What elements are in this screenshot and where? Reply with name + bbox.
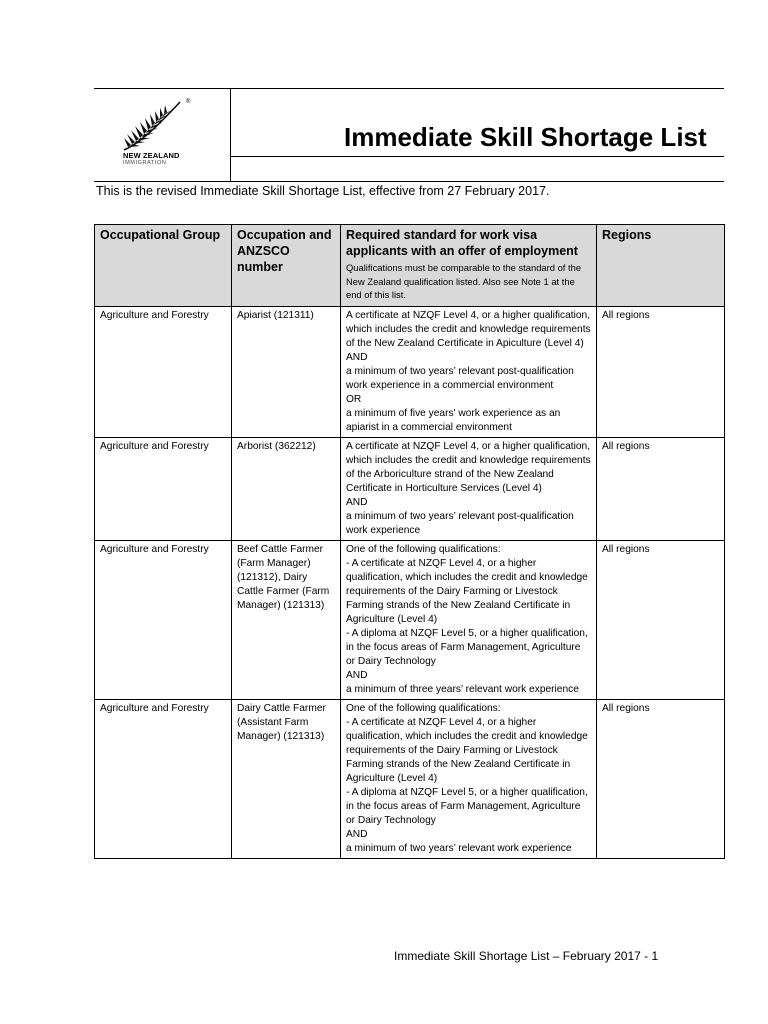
- standard-line: - A diploma at NZQF Level 5, or a higher qualification, in the focus areas of Farm Management, Agriculture or Dairy Technology: [346, 786, 588, 826]
- cell-standard: [341, 540, 597, 699]
- cell-group: Agriculture and Forestry: [95, 306, 232, 437]
- table-header-row: [95, 225, 725, 307]
- cell-regions: All regions: [597, 437, 725, 540]
- header-required-standard: [341, 225, 597, 307]
- standard-line: One of the following qualifications:: [346, 702, 501, 714]
- table-row: [95, 306, 725, 437]
- standard-line: - A certificate at NZQF Level 4, or a higher qualification, which includes the credit and knowledge requirements of the Dairy Farming or Livestock Farming strands of the New Zealand Certificate in Agriculture (Level 4): [346, 716, 588, 784]
- page-footer: Immediate Skill Shortage List – February 2017 - 1: [394, 949, 659, 963]
- cell-occupation: Arborist (362212): [232, 437, 341, 540]
- cell-regions: All regions: [597, 306, 725, 437]
- cell-standard: [341, 699, 597, 858]
- header-regions-label: Regions: [602, 228, 652, 242]
- header-occupation-label: Occupation and ANZSCO number: [237, 228, 332, 274]
- header-occupational-group: [95, 225, 232, 307]
- standard-line: a minimum of two years’ relevant post-qualification work experience: [346, 510, 574, 536]
- standard-line: - A certificate at NZQF Level 4, or a higher qualification, which includes the credit and knowledge requirements of the Dairy Farming or Livestock Farming strands of the New Zealand Certificate in Agriculture (Level 4): [346, 557, 588, 625]
- cell-occupation: Dairy Cattle Farmer (Assistant Farm Manager) (121313): [232, 699, 341, 858]
- header-top-rule: [94, 88, 724, 89]
- cell-regions: All regions: [597, 540, 725, 699]
- header-regions: [597, 225, 725, 307]
- page-title: Immediate Skill Shortage List: [344, 122, 707, 152]
- table-row: [95, 699, 725, 858]
- table-row: [95, 540, 725, 699]
- cell-group: Agriculture and Forestry: [95, 699, 232, 858]
- standard-line: AND: [346, 496, 368, 508]
- header-required-standard-note: Qualifications must be comparable to the standard of the New Zealand qualification listed. Also see Note 1 at the end of this list.: [346, 262, 582, 300]
- logo-name: NEW ZEALAND: [123, 151, 180, 160]
- standard-line: OR: [346, 393, 362, 405]
- cell-occupation: Apiarist (121311): [232, 306, 341, 437]
- standard-line: A certificate at NZQF Level 4, or a higher qualification, which includes the credit and knowledge requirements of the New Zealand Certificate in Apiculture (Level 4): [346, 309, 591, 349]
- cell-regions: All regions: [597, 699, 725, 858]
- standard-line: a minimum of three years’ relevant work experience: [346, 683, 579, 695]
- table-row: [95, 437, 725, 540]
- cell-standard: [341, 306, 597, 437]
- skill-shortage-table: [94, 224, 725, 859]
- registered-mark: ®: [186, 99, 191, 105]
- header-occupation: [232, 225, 341, 307]
- header-occupational-group-label: Occupational Group: [100, 228, 221, 242]
- standard-line: a minimum of two years’ relevant work experience: [346, 842, 572, 854]
- standard-line: One of the following qualifications:: [346, 543, 501, 555]
- standard-line: A certificate at NZQF Level 4, or a higher qualification, which includes the credit and knowledge requirements of the Arboriculture strand of the New Zealand Certificate in Horticulture Services (Level 4): [346, 440, 591, 494]
- standard-line: AND: [346, 351, 368, 363]
- title-underline: [230, 156, 724, 157]
- standard-line: AND: [346, 669, 368, 681]
- cell-standard: [341, 437, 597, 540]
- header-required-standard-label: Required standard for work visa applicants with an offer of employment: [346, 228, 578, 258]
- cell-occupation: Beef Cattle Farmer (Farm Manager) (121312), Dairy Cattle Farmer (Farm Manager) (121313): [232, 540, 341, 699]
- standard-line: a minimum of five years' work experience as an apiarist in a commercial environment: [346, 407, 561, 433]
- intro-text: This is the revised Immediate Skill Shortage List, effective from 27 February 2017.: [96, 184, 550, 198]
- header-bottom-rule: [94, 181, 724, 182]
- standard-line: AND: [346, 828, 368, 840]
- standard-line: a minimum of two years’ relevant post-qualification work experience in a commercial environment: [346, 365, 574, 391]
- cell-group: Agriculture and Forestry: [95, 437, 232, 540]
- standard-line: - A diploma at NZQF Level 5, or a higher qualification, in the focus areas of Farm Management, Agriculture or Dairy Technology: [346, 627, 588, 667]
- cell-group: Agriculture and Forestry: [95, 540, 232, 699]
- logo-subtitle: IMMIGRATION: [123, 160, 167, 166]
- header-divider: [230, 88, 231, 181]
